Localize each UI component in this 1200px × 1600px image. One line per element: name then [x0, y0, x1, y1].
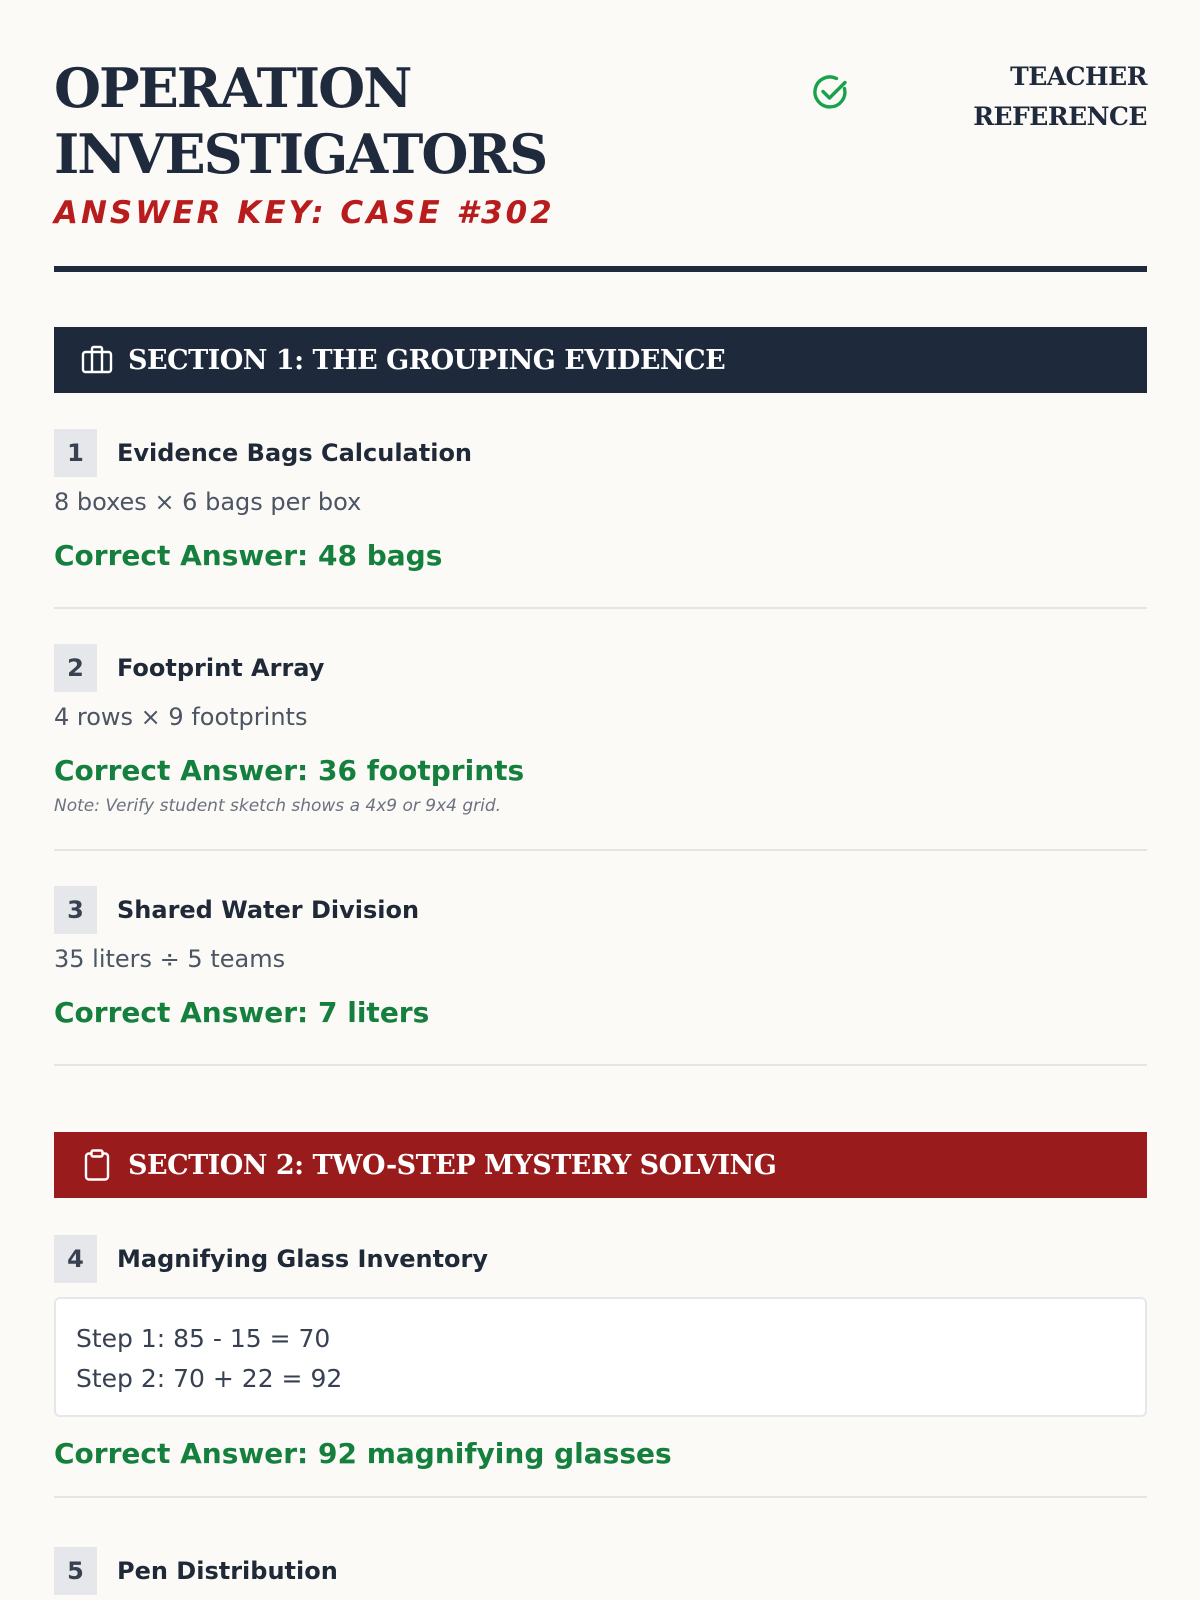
question-work: 8 boxes × 6 bags per box: [54, 488, 362, 516]
question-number-badge: 5: [54, 1547, 97, 1595]
solution-steps-box: [54, 1297, 1147, 1417]
question-number-badge: 3: [54, 886, 97, 934]
question-number-badge: 2: [54, 644, 97, 692]
solution-step: Step 1: 85 - 15 = 70: [76, 1324, 331, 1353]
check-circle-icon: [811, 72, 851, 112]
question-divider: [54, 607, 1147, 609]
question-3: [54, 886, 1147, 1030]
page-title: [54, 55, 674, 187]
header-divider: [54, 266, 1147, 272]
question-number-badge: 4: [54, 1235, 97, 1283]
correct-answer: Correct Answer: 48 bags: [54, 539, 443, 572]
question-divider: [54, 1496, 1147, 1498]
section-2-title: SECTION 2: TWO-STEP MYSTERY SOLVING: [128, 1149, 777, 1181]
page-subtitle: ANSWER KEY: CASE #302: [54, 195, 555, 231]
correct-answer: Correct Answer: 36 footprints: [54, 754, 525, 787]
clipboard-icon: [80, 1148, 114, 1182]
correct-answer: Correct Answer: 7 liters: [54, 996, 430, 1029]
teacher-reference-line-1: TEACHER: [1010, 62, 1147, 91]
question-title: Evidence Bags Calculation: [117, 439, 473, 467]
question-4: [54, 1235, 1147, 1471]
question-divider: [54, 849, 1147, 851]
section-1-title: SECTION 1: THE GROUPING EVIDENCE: [128, 344, 726, 376]
title-line-1: OPERATION: [54, 56, 411, 120]
title-line-2: INVESTIGATORS: [54, 122, 547, 186]
question-title: Shared Water Division: [117, 896, 420, 924]
section-2-header: [54, 1132, 1147, 1198]
briefcase-icon: [80, 343, 114, 377]
question-5: [54, 1547, 1147, 1595]
question-number-badge: 1: [54, 429, 97, 477]
question-divider: [54, 1064, 1147, 1066]
solution-step: Step 2: 70 + 22 = 92: [76, 1364, 343, 1393]
grading-note: Note: Verify student sketch shows a 4x9 or 9x4 grid.: [54, 796, 502, 816]
teacher-reference-label: [927, 57, 1147, 137]
question-title: Pen Distribution: [117, 1557, 338, 1585]
correct-answer: Correct Answer: 92 magnifying glasses: [54, 1437, 672, 1470]
question-work: 4 rows × 9 footprints: [54, 703, 308, 731]
question-title: Magnifying Glass Inventory: [117, 1245, 489, 1273]
question-1: [54, 429, 1147, 573]
question-2: [54, 644, 1147, 818]
teacher-reference-line-2: REFERENCE: [973, 102, 1147, 131]
question-title: Footprint Array: [117, 654, 325, 682]
page-header: [54, 55, 1147, 275]
section-1-header: [54, 327, 1147, 393]
question-work: 35 liters ÷ 5 teams: [54, 945, 286, 973]
